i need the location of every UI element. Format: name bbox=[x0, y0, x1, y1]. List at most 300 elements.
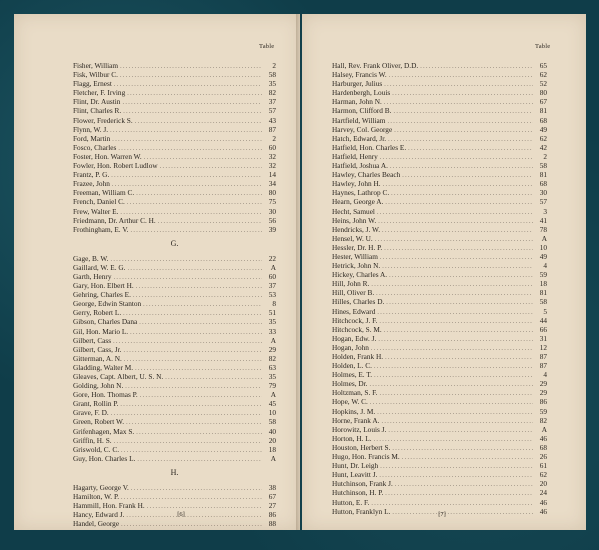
entry-table-number: 75 bbox=[268, 197, 276, 207]
dot-leader bbox=[384, 245, 533, 254]
entry-name: Fowler, Hon. Robert Ludlow bbox=[73, 161, 158, 171]
entry-table-number: 39 bbox=[268, 224, 276, 234]
entry-table-number: 57 bbox=[539, 197, 547, 207]
entry-table-number: 37 bbox=[268, 281, 276, 291]
index-entry bbox=[73, 381, 276, 390]
index-entry bbox=[332, 443, 547, 452]
index-entry bbox=[73, 88, 276, 97]
entry-name: Frew, Walter E. bbox=[73, 206, 119, 216]
index-entry bbox=[73, 336, 276, 345]
entry-name: Guy, Hon. Charles L. bbox=[73, 453, 136, 463]
entry-name: Hutchinson, H. P. bbox=[332, 488, 384, 498]
index-entry bbox=[332, 307, 547, 316]
entry-name: Holden, Frank H. bbox=[332, 352, 384, 361]
index-entry bbox=[73, 143, 276, 152]
index-entry bbox=[73, 272, 276, 281]
index-entry bbox=[332, 252, 547, 261]
dot-leader bbox=[377, 209, 533, 218]
dot-leader bbox=[388, 427, 533, 436]
index-entry bbox=[73, 454, 276, 463]
index-entry bbox=[332, 316, 547, 325]
entry-name: Hunt, Dr. Leigh bbox=[332, 461, 379, 471]
index-entry bbox=[332, 388, 547, 397]
index-entry bbox=[73, 254, 276, 263]
entry-table-number: 62 bbox=[539, 133, 547, 143]
entry-table-number: 26 bbox=[539, 452, 547, 462]
index-entry bbox=[332, 106, 547, 115]
entry-name: Hill, John R. bbox=[332, 279, 370, 289]
entry-table-number: 82 bbox=[268, 88, 276, 98]
entry-name: Hope, W. C. bbox=[332, 397, 368, 407]
dot-leader bbox=[143, 301, 262, 310]
dot-leader bbox=[158, 218, 262, 227]
section-letter: G. bbox=[170, 238, 179, 248]
entry-table-number: 58 bbox=[539, 297, 547, 307]
dot-leader bbox=[389, 272, 533, 281]
entry-table-number: A bbox=[270, 453, 276, 463]
dot-leader bbox=[420, 63, 533, 72]
index-entry bbox=[73, 345, 276, 354]
entry-name: Harman, John N. bbox=[332, 97, 382, 107]
index-entry bbox=[332, 343, 547, 352]
dot-leader bbox=[384, 327, 533, 336]
index-entry bbox=[332, 261, 547, 270]
index-entry bbox=[73, 436, 276, 445]
entry-name: Fisher, William bbox=[73, 61, 119, 70]
entry-name: Hatfield, Hon. Charles E. bbox=[332, 142, 407, 152]
entry-name: Gehring, Charles E. bbox=[73, 290, 131, 300]
index-entry bbox=[332, 243, 547, 252]
entry-name: Hutton, E. F. bbox=[332, 497, 370, 507]
dot-leader bbox=[408, 145, 533, 154]
index-entries bbox=[332, 61, 547, 516]
entry-name: Flint, Dr. Austin bbox=[73, 97, 121, 107]
entry-name: Harvey, Col. George bbox=[332, 124, 393, 134]
dot-leader bbox=[114, 438, 262, 447]
entry-name: Horton, H. L. bbox=[332, 433, 372, 443]
dot-leader bbox=[386, 299, 533, 308]
dot-leader bbox=[111, 410, 262, 419]
dot-leader bbox=[371, 281, 533, 290]
dot-leader bbox=[379, 318, 533, 327]
index-entry bbox=[73, 70, 276, 79]
index-entry bbox=[332, 425, 547, 434]
dot-leader bbox=[379, 472, 533, 481]
entry-name: Gore, Hon. Thomas P. bbox=[73, 390, 138, 400]
entry-table-number: 51 bbox=[268, 308, 276, 318]
entry-name: Hancy, Edward J. bbox=[73, 510, 125, 520]
entry-table-number: 62 bbox=[539, 70, 547, 80]
entry-table-number: 58 bbox=[539, 161, 547, 171]
entry-table-number: 8 bbox=[272, 299, 276, 309]
dot-leader bbox=[381, 418, 533, 427]
index-entry bbox=[332, 279, 547, 288]
dot-leader bbox=[388, 136, 533, 145]
index-entry bbox=[73, 161, 276, 170]
page-number: [6] bbox=[177, 511, 185, 518]
dot-leader bbox=[133, 292, 262, 301]
index-entry bbox=[73, 79, 276, 88]
entry-name: Freeman, William C. bbox=[73, 188, 135, 198]
entry-table-number: 10 bbox=[268, 408, 276, 418]
entry-name: Frantz, P. G. bbox=[73, 170, 110, 180]
index-entry bbox=[332, 498, 547, 507]
dot-leader bbox=[160, 163, 262, 172]
entry-table-number: 86 bbox=[268, 510, 276, 520]
dot-leader bbox=[113, 338, 262, 347]
index-entry bbox=[332, 179, 547, 188]
entry-table-number: 32 bbox=[268, 161, 276, 171]
entry-name: Hutton, Franklyn L. bbox=[332, 506, 391, 516]
entry-table-number: A bbox=[541, 424, 547, 434]
entry-table-number: 86 bbox=[539, 397, 547, 407]
index-entry bbox=[332, 216, 547, 225]
index-entry bbox=[332, 488, 547, 497]
index-entry bbox=[332, 397, 547, 406]
entry-name: Griswold, C. C. bbox=[73, 444, 120, 454]
dot-leader bbox=[121, 447, 262, 456]
entry-name: Flagg, Ernest bbox=[73, 79, 112, 89]
entry-name: Hutchinson, Frank J. bbox=[332, 479, 393, 489]
entry-table-number: 82 bbox=[539, 415, 547, 425]
index-entry bbox=[332, 470, 547, 479]
index-entry bbox=[73, 363, 276, 372]
entry-table-number: 18 bbox=[539, 279, 547, 289]
index-entry bbox=[73, 207, 276, 216]
entry-table-number: 33 bbox=[268, 326, 276, 336]
entry-name: Griffin, H. S. bbox=[73, 435, 112, 445]
entry-table-number: 35 bbox=[268, 79, 276, 89]
entry-name: Hessler, Dr. H. P. bbox=[332, 242, 383, 252]
entry-table-number: 5 bbox=[543, 306, 547, 316]
entry-table-number: 53 bbox=[268, 290, 276, 300]
index-entries bbox=[73, 61, 276, 528]
dot-leader bbox=[393, 108, 533, 117]
page-number: [7] bbox=[438, 511, 446, 518]
dot-leader bbox=[377, 409, 533, 418]
entry-name: Holden, L. C. bbox=[332, 361, 372, 371]
entry-name: Hendricks, J. W. bbox=[332, 224, 381, 234]
index-entry bbox=[332, 270, 547, 279]
entry-name: Hunt, Leavitt J. bbox=[332, 470, 378, 480]
dot-leader bbox=[123, 108, 262, 117]
entry-table-number: 12 bbox=[539, 342, 547, 352]
index-entry bbox=[73, 327, 276, 336]
index-entry bbox=[332, 134, 547, 143]
entry-table-number: A bbox=[270, 390, 276, 400]
index-entry bbox=[332, 170, 547, 179]
dot-leader bbox=[392, 90, 533, 99]
entry-table-number: 29 bbox=[539, 388, 547, 398]
entry-name: Hawley, John H. bbox=[332, 179, 381, 189]
index-entry bbox=[332, 370, 547, 379]
table-column-header: Table bbox=[259, 43, 275, 50]
dot-leader bbox=[375, 236, 533, 245]
entry-table-number: 58 bbox=[268, 417, 276, 427]
dot-leader bbox=[370, 399, 533, 408]
entry-table-number: 30 bbox=[539, 188, 547, 198]
entry-table-number: 68 bbox=[539, 115, 547, 125]
index-entry bbox=[73, 225, 276, 234]
dot-leader bbox=[394, 127, 533, 136]
entry-table-number: 67 bbox=[539, 97, 547, 107]
dot-leader bbox=[130, 227, 262, 236]
entry-name: Gil, Hon. Mario L. bbox=[73, 326, 129, 336]
right-page bbox=[302, 14, 586, 530]
entry-name: Fosco, Charles bbox=[73, 142, 117, 152]
entry-name: Ford, Martin bbox=[73, 133, 111, 143]
entry-table-number: 59 bbox=[539, 406, 547, 416]
entry-name: Fletcher, F. Irving bbox=[73, 88, 126, 98]
dot-leader bbox=[121, 521, 262, 530]
index-entry bbox=[73, 134, 276, 143]
entry-table-number: 80 bbox=[268, 188, 276, 198]
dot-leader bbox=[165, 374, 262, 383]
index-entry bbox=[332, 334, 547, 343]
dot-leader bbox=[380, 463, 533, 472]
dot-leader bbox=[130, 329, 262, 338]
entry-table-number: 68 bbox=[539, 442, 547, 452]
dot-leader bbox=[144, 154, 262, 163]
dot-leader bbox=[124, 356, 262, 365]
entry-name: Holmes, Dr. bbox=[332, 379, 368, 389]
index-entry bbox=[332, 161, 547, 170]
dot-leader bbox=[374, 372, 533, 381]
dot-leader bbox=[110, 256, 262, 265]
dot-leader bbox=[136, 190, 262, 199]
entry-table-number: 20 bbox=[539, 479, 547, 489]
dot-leader bbox=[125, 383, 262, 392]
dot-leader bbox=[111, 172, 262, 181]
entry-name: Hatfield, Henry bbox=[332, 151, 378, 161]
entry-table-number: 66 bbox=[539, 324, 547, 334]
dot-leader bbox=[369, 381, 533, 390]
entry-name: Gleaves, Capt. Albert, U. S. N. bbox=[73, 372, 164, 381]
entry-name: Harmon, Clifford B. bbox=[332, 106, 392, 116]
entry-table-number: 87 bbox=[268, 124, 276, 134]
entry-name: French, Daniel C. bbox=[73, 197, 125, 207]
entry-name: Frazee, John bbox=[73, 179, 110, 189]
entry-table-number: 10 bbox=[539, 242, 547, 252]
entry-name: Hatfield, Joshua A. bbox=[332, 161, 388, 171]
dot-leader bbox=[122, 99, 262, 108]
index-entry bbox=[73, 97, 276, 106]
entry-name: Haynes, Lathrop C. bbox=[332, 188, 390, 198]
index-entry bbox=[73, 317, 276, 326]
entry-name: Garth, Henry bbox=[73, 271, 112, 281]
entry-name: Gitterman, A. N. bbox=[73, 353, 122, 363]
entry-name: Gladding, Walter M. bbox=[73, 362, 134, 372]
index-entry bbox=[332, 434, 547, 443]
entry-name: Frothingham, E. V. bbox=[73, 224, 129, 234]
entry-table-number: 87 bbox=[539, 361, 547, 371]
entry-table-number: 45 bbox=[268, 399, 276, 409]
entry-name: Flower, Frederick S. bbox=[73, 115, 133, 125]
index-entry bbox=[73, 290, 276, 299]
section-letter: H. bbox=[170, 467, 179, 477]
dot-leader bbox=[384, 81, 533, 90]
index-entry bbox=[332, 452, 547, 461]
entry-name: Horowitz, Louis J. bbox=[332, 424, 387, 434]
entry-table-number: 81 bbox=[539, 106, 547, 116]
dot-leader bbox=[128, 265, 263, 274]
index-entry bbox=[332, 79, 547, 88]
dot-leader bbox=[402, 172, 533, 181]
entry-table-number: 56 bbox=[268, 215, 276, 225]
index-entry bbox=[73, 308, 276, 317]
entry-name: Hogan, John bbox=[332, 342, 369, 352]
dot-leader bbox=[374, 436, 533, 445]
entry-table-number: 49 bbox=[539, 124, 547, 134]
index-entry bbox=[332, 152, 547, 161]
entry-table-number: 79 bbox=[268, 381, 276, 391]
entry-table-number: 22 bbox=[268, 253, 276, 263]
entry-table-number: 40 bbox=[268, 426, 276, 436]
entry-table-number: 34 bbox=[268, 179, 276, 189]
entry-name: Hagarty, George V. bbox=[73, 482, 129, 492]
entry-table-number: 65 bbox=[539, 61, 547, 70]
dot-leader bbox=[135, 118, 262, 127]
dot-leader bbox=[126, 419, 262, 428]
dot-leader bbox=[391, 190, 533, 199]
dot-leader bbox=[114, 81, 262, 90]
dot-leader bbox=[127, 90, 262, 99]
entry-table-number: 41 bbox=[539, 215, 547, 225]
dot-leader bbox=[385, 199, 533, 208]
entry-table-number: 2 bbox=[543, 151, 547, 161]
entry-table-number: 43 bbox=[268, 115, 276, 125]
dot-leader bbox=[378, 336, 533, 345]
index-entry bbox=[332, 352, 547, 361]
entry-name: Hogan, Edw. J. bbox=[332, 333, 377, 343]
entry-name: Grifenhagen, Max S. bbox=[73, 426, 135, 436]
index-entry bbox=[332, 197, 547, 206]
entry-name: Gerry, Robert L. bbox=[73, 308, 122, 318]
entry-table-number: 31 bbox=[539, 333, 547, 343]
entry-table-number: 59 bbox=[539, 270, 547, 280]
index-entry bbox=[73, 445, 276, 454]
entry-name: Houston, Herbert S. bbox=[332, 442, 391, 452]
index-entry bbox=[332, 143, 547, 152]
entry-table-number: 81 bbox=[539, 170, 547, 180]
left-page bbox=[14, 14, 300, 530]
entry-name: Gary, Hon. Elbert H. bbox=[73, 281, 134, 291]
index-entry bbox=[73, 408, 276, 417]
index-entry bbox=[332, 116, 547, 125]
index-entry bbox=[332, 125, 547, 134]
dot-leader bbox=[380, 254, 533, 263]
entry-name: Hester, William bbox=[332, 251, 378, 261]
entry-table-number: 4 bbox=[543, 261, 547, 271]
index-entry bbox=[73, 188, 276, 197]
entry-table-number: 78 bbox=[539, 224, 547, 234]
index-entry bbox=[332, 97, 547, 106]
entry-name: Fisk, Wilbur C. bbox=[73, 70, 118, 80]
dot-leader bbox=[136, 429, 262, 438]
entry-name: Flint, Charles R. bbox=[73, 106, 122, 116]
index-entry bbox=[332, 188, 547, 197]
dot-leader bbox=[137, 456, 262, 465]
entry-table-number: 60 bbox=[268, 271, 276, 281]
entry-table-number: 87 bbox=[539, 352, 547, 361]
index-entry bbox=[73, 354, 276, 363]
dot-leader bbox=[389, 72, 533, 81]
entry-name: Holmes, E. T. bbox=[332, 370, 373, 380]
entry-table-number: 20 bbox=[268, 435, 276, 445]
entry-table-number: 46 bbox=[539, 433, 547, 443]
index-entry bbox=[332, 288, 547, 297]
entry-table-number: 81 bbox=[539, 288, 547, 298]
entry-table-number: 3 bbox=[543, 206, 547, 216]
entry-name: Flynn, W. J. bbox=[73, 124, 109, 134]
table-column-header: Table bbox=[535, 43, 551, 50]
index-entry bbox=[73, 492, 276, 501]
entry-table-number: 18 bbox=[268, 444, 276, 454]
index-entry bbox=[73, 483, 276, 492]
index-entry bbox=[332, 416, 547, 425]
entry-name: Hall, Rev. Frank Oliver, D.D. bbox=[332, 61, 419, 70]
index-entry bbox=[73, 399, 276, 408]
entry-name: Hitchcock, S. M. bbox=[332, 324, 382, 334]
entry-table-number: 68 bbox=[539, 179, 547, 189]
index-entry bbox=[332, 70, 547, 79]
dot-leader bbox=[377, 309, 533, 318]
entry-name: Holtzman, S. F. bbox=[332, 388, 378, 398]
index-entry bbox=[73, 116, 276, 125]
entry-table-number: 82 bbox=[268, 353, 276, 363]
index-entry bbox=[73, 179, 276, 188]
dot-leader bbox=[136, 283, 262, 292]
entry-table-number: 38 bbox=[268, 482, 276, 492]
dot-leader bbox=[140, 392, 262, 401]
index-entry bbox=[73, 281, 276, 290]
entry-table-number: 2 bbox=[272, 61, 276, 70]
entry-table-number: 14 bbox=[268, 170, 276, 180]
index-entry bbox=[73, 106, 276, 115]
entry-name: Gilbert, Cass, Jr. bbox=[73, 344, 122, 354]
dot-leader bbox=[385, 354, 533, 363]
entry-name: Halsey, Francis W. bbox=[332, 70, 387, 80]
entry-name: Hitchcock, J. F. bbox=[332, 315, 378, 325]
entry-table-number: 29 bbox=[268, 344, 276, 354]
index-entry bbox=[73, 299, 276, 308]
entry-table-number: 35 bbox=[268, 372, 276, 381]
entry-name: Hamilton, W. P. bbox=[73, 492, 120, 502]
index-entry bbox=[73, 427, 276, 436]
entry-name: Hatch, Edward, Jr. bbox=[332, 133, 387, 143]
entry-table-number: 24 bbox=[539, 488, 547, 498]
dot-leader bbox=[123, 310, 262, 319]
entry-name: Hardenbergh, Louis bbox=[332, 88, 391, 98]
entry-name: Hammill, Hon. Frank H. bbox=[73, 501, 145, 511]
entry-table-number: 63 bbox=[268, 362, 276, 372]
dot-leader bbox=[114, 274, 263, 283]
dot-leader bbox=[395, 481, 533, 490]
dot-leader bbox=[382, 227, 533, 236]
dot-leader bbox=[112, 136, 262, 145]
entry-name: Hecht, Samuel bbox=[332, 206, 375, 216]
index-entry bbox=[73, 197, 276, 206]
dot-leader bbox=[378, 218, 533, 227]
entry-table-number: 35 bbox=[268, 317, 276, 327]
index-entry bbox=[332, 297, 547, 306]
entry-name: Hill, Oliver B. bbox=[332, 288, 375, 298]
dot-leader bbox=[131, 485, 262, 494]
entry-name: Green, Robert W. bbox=[73, 417, 125, 427]
dot-leader bbox=[112, 181, 262, 190]
entry-name: Hugo, Hon. Francis M. bbox=[332, 452, 400, 462]
entry-table-number: 60 bbox=[268, 142, 276, 152]
